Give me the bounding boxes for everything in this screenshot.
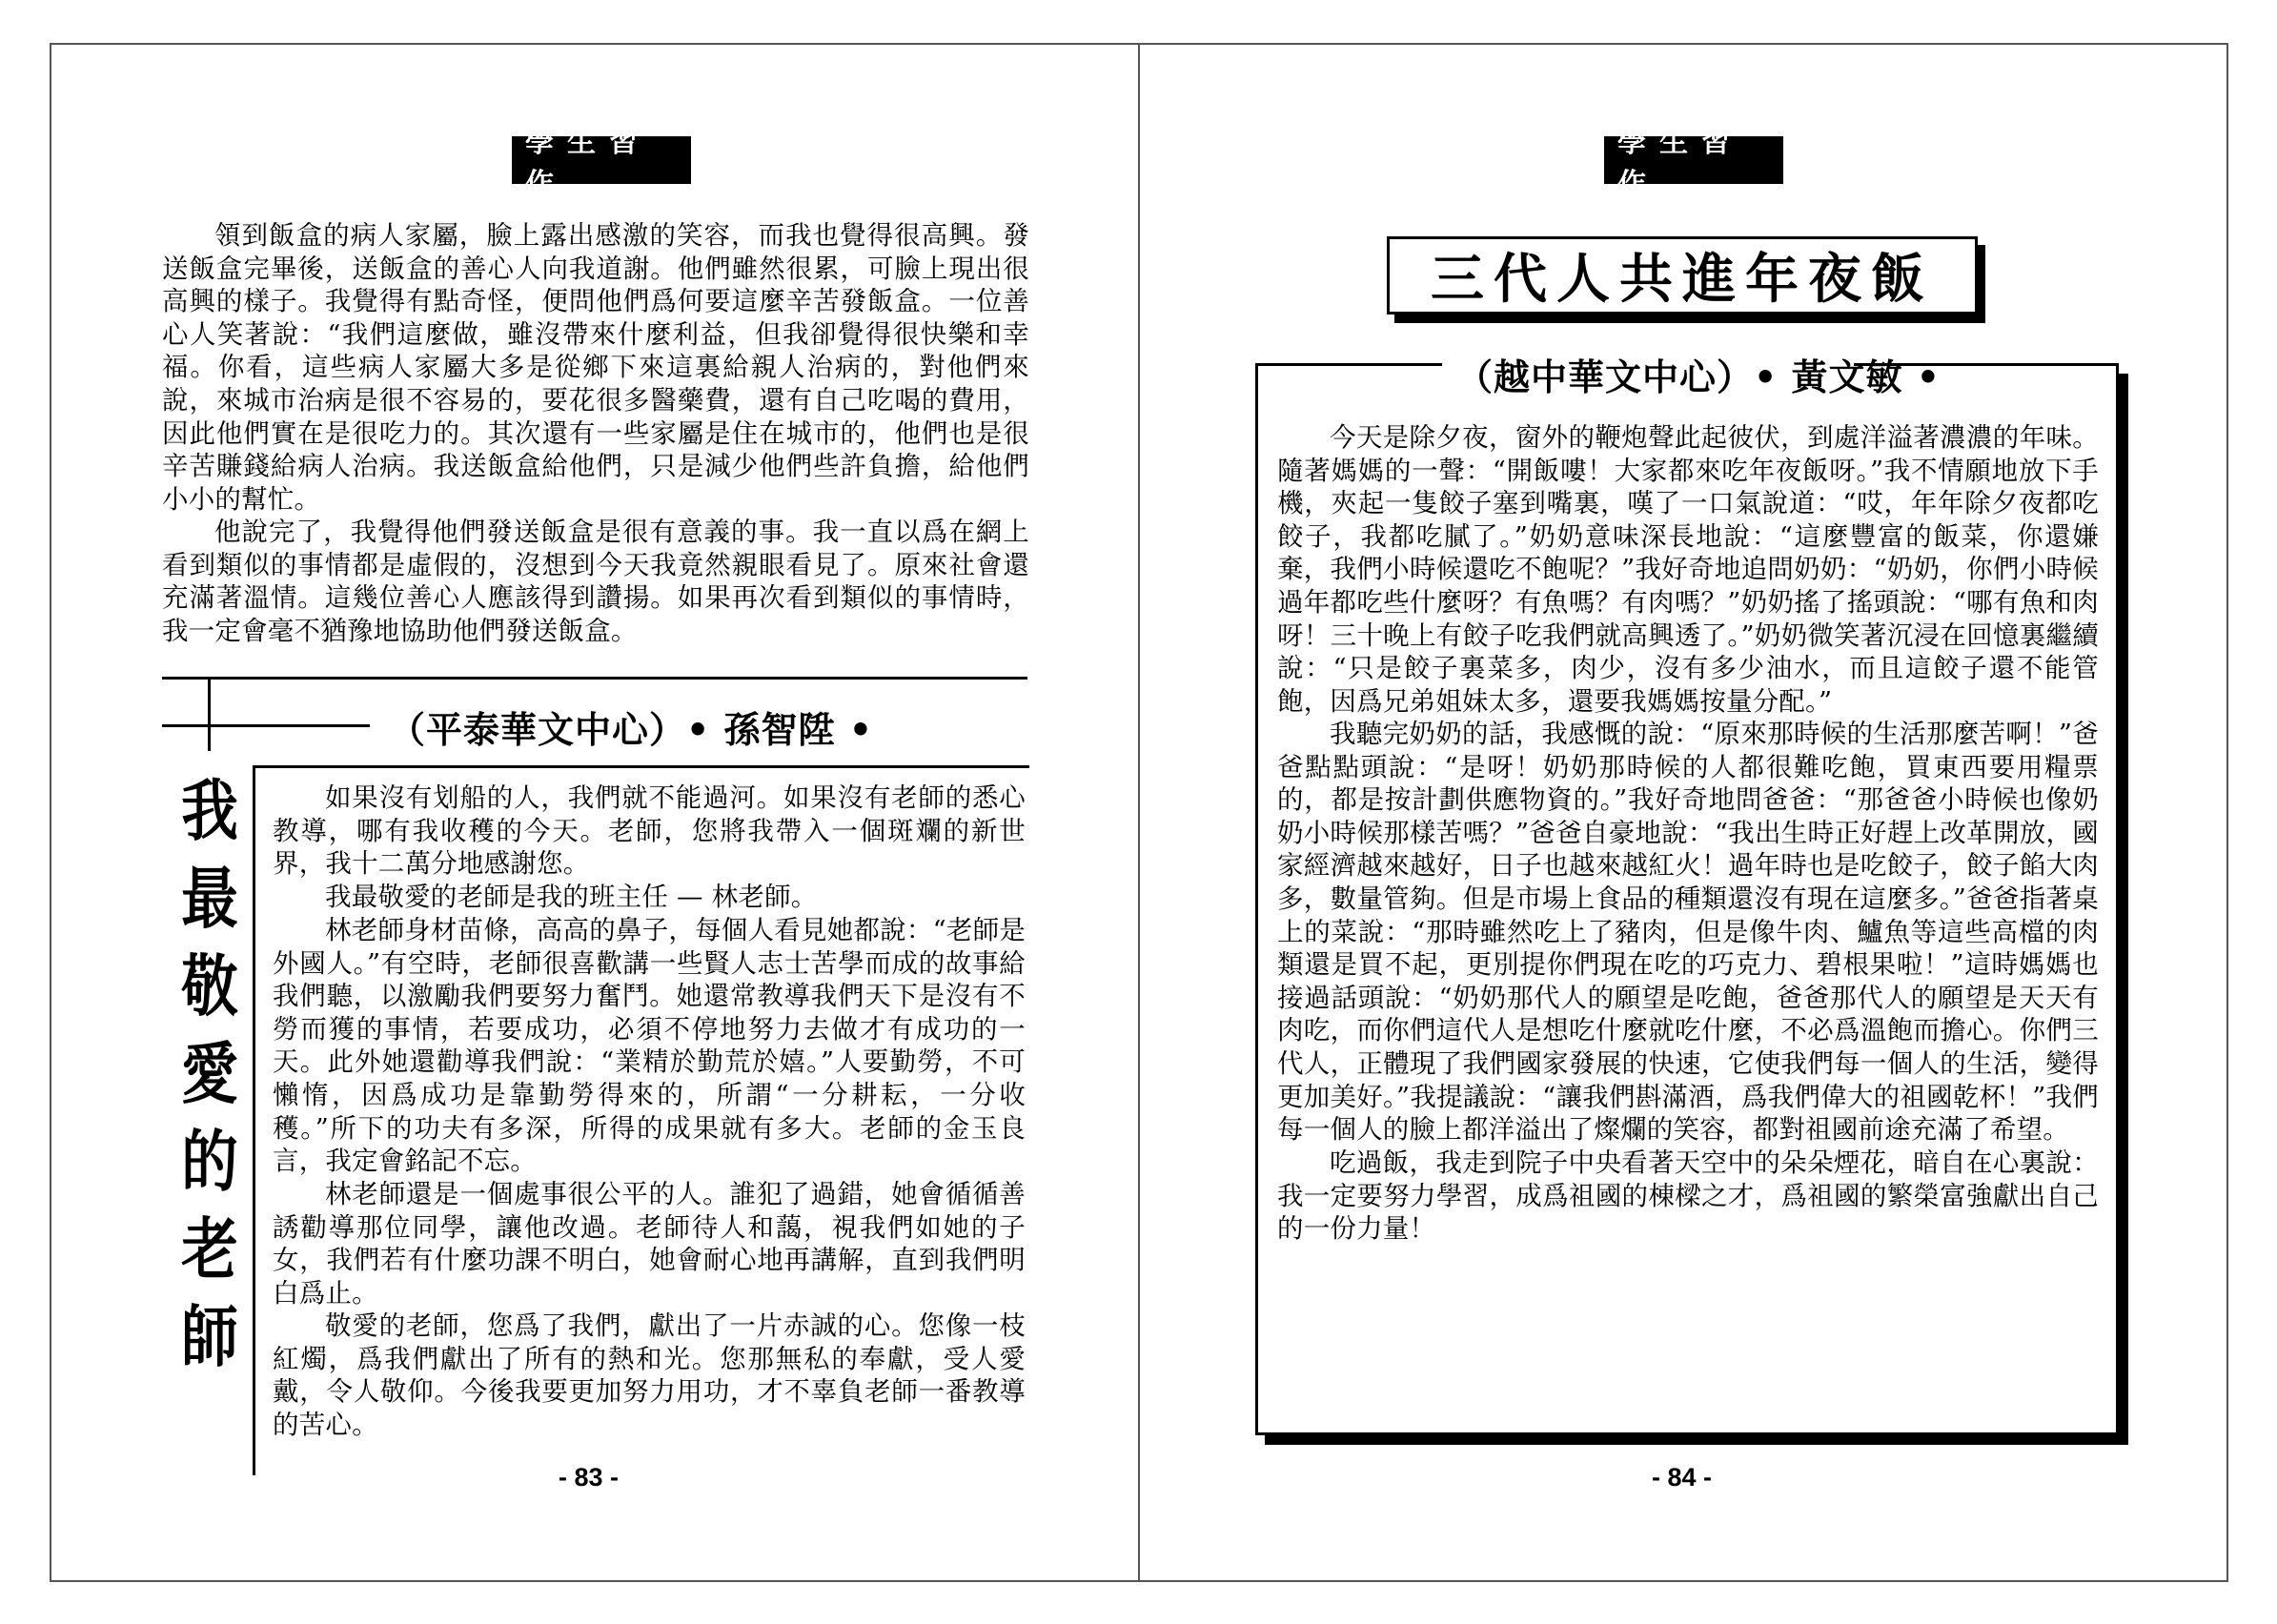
frame-top-line: [1255, 363, 1442, 366]
page-divider: [1138, 43, 1140, 1582]
article-title: 三代人共進年夜飯: [1387, 236, 1978, 315]
article-author: （平泰華文中心）• 孫智陞 •: [389, 708, 874, 751]
frame-shadow: [2119, 374, 2128, 1445]
page-number: - 84 -: [1652, 1463, 1713, 1492]
paragraph: 如果沒有划船的人，我們就不能過河。如果沒有老師的悉心教導，哪有我收穫的今天。老師，您將我帶入一個斑斕的新世界，我十二萬分地感謝您。: [273, 782, 1026, 880]
page-number: - 83 -: [559, 1463, 620, 1492]
paragraph: 我聽完奶奶的話，我感慨的說：“原來那時候的生活那麼苦啊！”爸爸點點頭說：“是呀！奶奶那時候的人都很難吃飽，買東西要用糧票的，都是按計劃供應物資的。”我好奇地問爸爸：“那爸爸小時候也像奶奶小時候那樣苦嗎？”爸爸自豪地說：“我出生時正好趕上改革開放，國家經濟越來越好，日子也越來越紅火！過年時也是吃餃子，餃子餡大肉多，數量管夠。但是市場上食品的種類還沒有現在這麼多。”爸爸指著桌上的菜說：“那時雖然吃上了豬肉，但是像牛肉、鱸魚等這些高檔的肉類還是買不起，更別提你們現在吃的巧克力、碧根果啦！”這時媽媽也接過話頭說：“奶奶那代人的願望是吃飽，爸爸那代人的願望是天天有肉吃，而你們這代人是想吃什麼就吃什麼，不必爲溫飽而擔心。你們三代人，正體現了我們國家發展的快速，它使我們每一個人的生活，變得更加美好。”我提議說：“讓我們斟滿酒，爲我們偉大的祖國乾杯！”我們每一個人的臉上都洋溢出了燦爛的笑容，都對祖國前途充滿了希望。: [1277, 719, 2099, 1146]
paragraph: 敬愛的老師，您爲了我們，獻出了一片赤誠的心。您像一枝紅燭，爲我們獻出了所有的熱和光。您那無私的奉獻，受人愛戴，令人敬仰。今後我要更加努力用功，才不辜負老師一番教導的苦心。: [273, 1310, 1026, 1440]
title-char: 老: [181, 1210, 238, 1289]
section-banner-right: 學生習作: [1604, 136, 1783, 184]
paragraph: 領到飯盒的病人家屬，臉上露出感激的笑容，而我也覺得很高興。發送飯盒完畢後，送飯盒的善心人向我道謝。他們雖然很累，可臉上現出很高興的樣子。我覺得有點奇怪，便問他們爲何要這麼辛苦發飯盒。一位善心人笑著說：“我們這麼做，雖沒帶來什麼利益，但我卻覺得很快樂和幸福。你看，這些病人家屬大多是從鄉下來這裏給親人治病的，對他們來說，來城市治病是很不容易的，要花很多醫藥費，還有自己吃喝的費用，因此他們實在是很吃力的。其次還有一些家屬是住在城市的，他們也是很辛苦賺錢給病人治病。我送飯盒給他們，只是減少他們些許負擔，給他們小小的幫忙。: [162, 220, 1029, 515]
paragraph: 吃過飯，我走到院子中央看著天空中的朵朵煙花，暗自在心裏說：我一定要努力學習，成爲祖國的棟樑之才，爲祖國的繁榮富強獻出自己的一份力量！: [1277, 1147, 2099, 1245]
paragraph: 今天是除夕夜，窗外的鞭炮聲此起彼伏，到處洋溢著濃濃的年味。隨著媽媽的一聲：“開飯嘍！大家都來吃年夜飯呀。”我不情願地放下手機，夾起一隻餃子塞到嘴裏，嘆了一口氣說道：“哎，年年除夕夜都吃餃子，我都吃膩了。”奶奶意味深長地說：“這麼豐富的飯菜，你還嫌棄，我們小時候還吃不飽呢？”我好奇地追問奶奶：“奶奶，你們小時候過年都吃些什麼呀？有魚嗎？有肉嗎？”奶奶搖了搖頭說：“哪有魚和肉呀！三十晚上有餃子吃我們就高興透了。”奶奶微笑著沉浸在回憶裏繼續說：“只是餃子裏菜多，肉少，沒有多少油水，而且這餃子還不能管飽，因爲兄弟姐妹太多，還要我媽媽按量分配。”: [1277, 422, 2099, 717]
paragraph: 他說完了，我覺得他們發送飯盒是很有意義的事。我一直以爲在網上看到類似的事情都是虛假的，沒想到今天我竟然親眼看見了。原來社會還充滿著溫情。這幾位善心人應該得到讚揚。如果再次看到類似的事情時，我一定會毫不猶豫地協助他們發送飯盒。: [162, 517, 1029, 646]
article-title-vertical: [170, 767, 251, 1381]
title-char: 我: [181, 772, 238, 850]
paragraph: 我最敬愛的老師是我的班主任 — 林老師。: [325, 882, 818, 912]
paragraph: 林老師身材苗條，高高的鼻子，每個人看見她都說：“老師是外國人。”有空時，老師很喜歡講一些賢人志士苦學而成的故事給我們聽，以激勵我們要努力奮鬥。她還常教導我們天下是沒有不勞而獲的事情，若要成功，必須不停地努力去做才有成功的一天。此外她還勸導我們說：“業精於勤荒於嬉。”人要勤勞，不可懶惰，因爲成功是靠勤勞得來的，所謂“一分耕耘，一分收穫。”所下的功夫有多深，所得的成果就有多大。老師的金玉良言，我定會銘記不忘。: [273, 915, 1026, 1177]
article-author: （越中華文中心）• 黃文敏 •: [1456, 355, 1942, 398]
title-char: 愛: [181, 1035, 238, 1113]
title-char: 最: [181, 860, 238, 938]
frame-shadow: [1265, 1435, 2128, 1445]
paragraph: 林老師還是一個處事很公平的人。誰犯了過錯，她會循循善誘勸導那位同學，讓他改過。老師待人和藹，視我們如她的子女，我們若有什麼功課不明白，她會耐心地再講解，直到我們明白爲止。: [273, 1179, 1026, 1309]
title-char: 師: [181, 1298, 238, 1376]
section-banner-left: 學生習作: [512, 136, 691, 184]
title-char: 的: [181, 1123, 238, 1201]
decorative-line: [208, 677, 211, 751]
decorative-line: [162, 724, 370, 727]
section-divider: [162, 677, 1027, 680]
title-char: 敬: [181, 947, 238, 1025]
